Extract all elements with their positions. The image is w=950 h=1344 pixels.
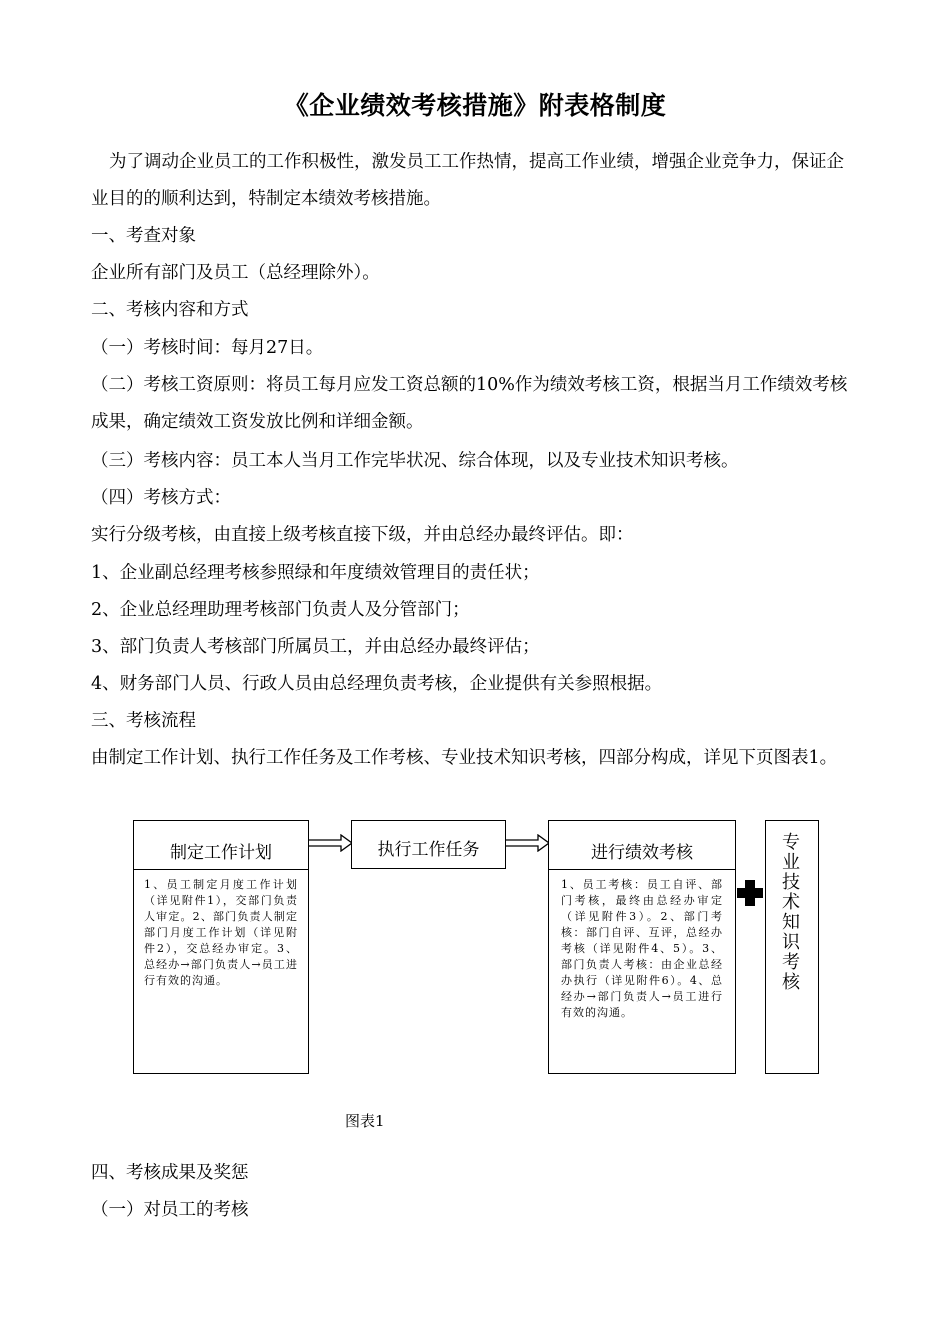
- section-heading: 三、考核流程: [91, 711, 196, 731]
- flow-box-title: 专业技术知识考核: [782, 832, 800, 993]
- list-item: （二）考核工资原则：将员工每月应发工资总额的10%作为绩效考核工资，根据当月工作绩效考核成果，确定绩效工资发放比例和详细金额。: [91, 375, 848, 432]
- list-item: （三）考核内容：员工本人当月工作完毕状况、综合体现，以及专业技术知识考核。: [91, 451, 739, 471]
- flow-box-text: 1、员工考核：员工自评、部门考核，最终由总经办审定（详见附件3）。2、部门考核：部门自评、互评，总经办考核（详见附件4、5）。3、部门负责人考核：由企业总经办执行（详见附件6）。4、总经办→部门负责人→员工进行有效的沟通。: [561, 878, 723, 1019]
- intro-paragraph: 为了调动企业员工的工作积极性，激发员工工作热情，提高工作业绩，增强企业竞争力，保证企业目的的顺利达到，特制定本绩效考核措施。: [91, 152, 844, 209]
- flow-box-divider: [549, 869, 735, 870]
- list-item: （四）考核方式：: [91, 488, 231, 508]
- flow-box-title: 进行绩效考核: [591, 843, 693, 863]
- flow-box-text: 1、员工制定月度工作计划（详见附件1），交部门负责人审定。2、部门负责人制定部门月度工作计划（详见附件2），交总经办审定。3、总经办→部门负责人→员工进行有效的沟通。: [144, 878, 298, 987]
- body-text: 由制定工作计划、执行工作任务及工作考核、专业技术知识考核，四部分构成，详见下页图表1。: [91, 748, 838, 768]
- figure-caption: 图表1: [345, 1112, 385, 1130]
- flow-box-execute: [351, 820, 506, 869]
- body-text: 实行分级考核，由直接上级考核直接下级，并由总经办最终评估。即：: [91, 525, 634, 545]
- plus-icon: [737, 880, 763, 906]
- list-item: （一）对员工的考核: [91, 1200, 249, 1220]
- list-item: 3、部门负责人考核部门所属员工，并由总经办最终评估；: [91, 637, 540, 657]
- list-item: 4、财务部门人员、行政人员由总经理负责考核，企业提供有关参照根据。: [91, 674, 663, 694]
- arrow-right-icon: [506, 834, 550, 852]
- list-item: （一）考核时间：每月27日。: [91, 338, 324, 358]
- flow-box-plan: [133, 820, 309, 1074]
- flow-box-evaluate: [548, 820, 736, 1074]
- arrow-right-icon: [309, 834, 353, 852]
- flow-box-knowledge: [765, 820, 819, 1074]
- flow-box-divider: [134, 869, 308, 870]
- list-item: 2、企业总经理助理考核部门负责人及分管部门；: [91, 600, 470, 620]
- page-title: 《企业绩效考核措施》附表格制度: [283, 91, 667, 120]
- flow-box-title: 执行工作任务: [377, 840, 480, 860]
- body-text: 企业所有部门及员工（总经理除外）。: [91, 263, 380, 283]
- flow-box-title: 制定工作计划: [170, 843, 272, 863]
- section-heading: 二、考核内容和方式: [91, 300, 249, 320]
- section-heading: 一、考查对象: [91, 226, 196, 246]
- list-item: 1、企业副总经理考核参照绿和年度绩效管理目的责任状；: [91, 563, 540, 583]
- section-heading: 四、考核成果及奖惩: [91, 1163, 249, 1183]
